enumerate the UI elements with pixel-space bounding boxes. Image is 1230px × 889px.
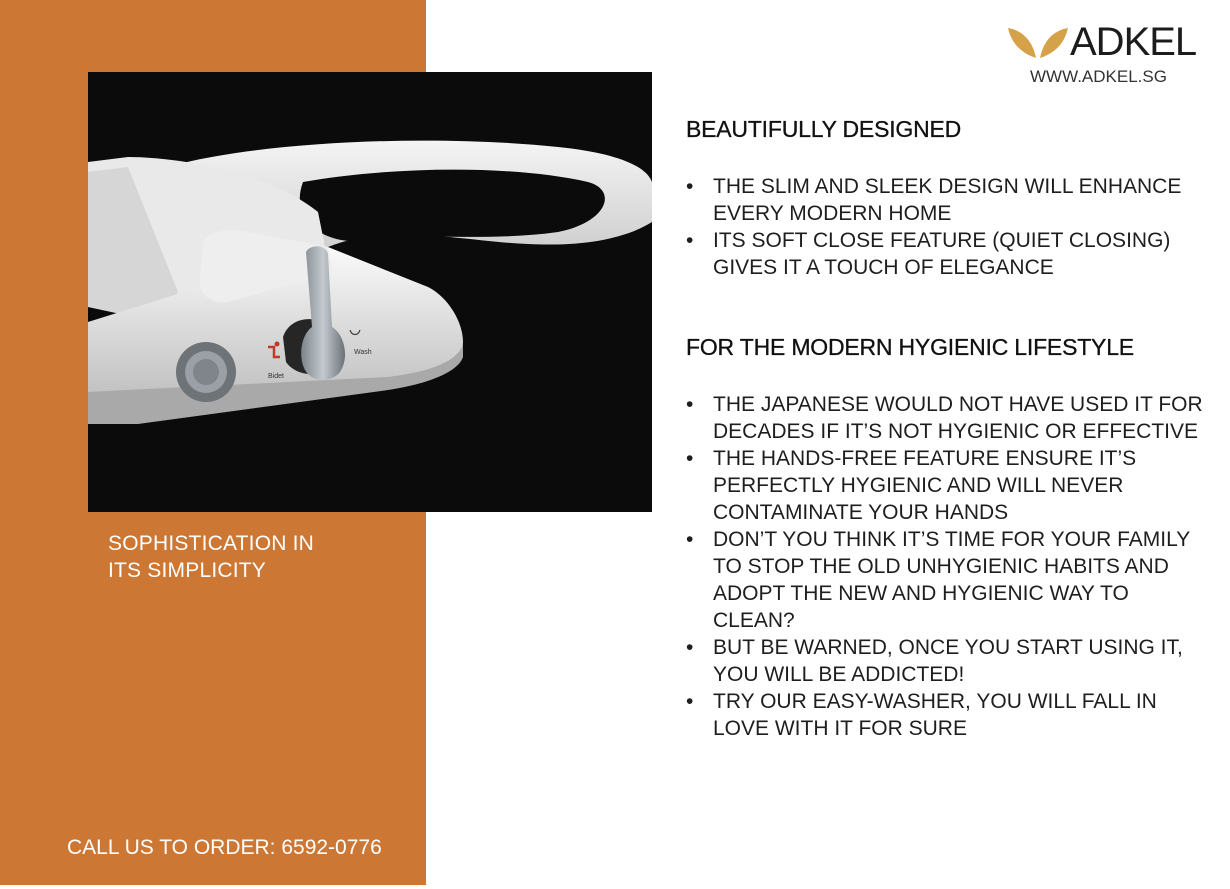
tagline-line-2: ITS SIMPLICITY — [108, 559, 266, 582]
list-item — [686, 173, 1206, 227]
feature-list — [686, 173, 1206, 281]
feature-list — [686, 391, 1206, 742]
bidet-dial-label: Bidet — [268, 373, 284, 380]
list-item — [686, 227, 1206, 281]
bullet-icon: • — [686, 393, 694, 416]
section-beautifully-designed — [686, 116, 1206, 281]
list-item-text: THE JAPANESE WOULD NOT HAVE USED IT FOR DECADES IF IT’S NOT HYGIENIC OR EFFECTIVE — [713, 393, 1203, 443]
list-item — [686, 391, 1206, 445]
product-photo — [88, 72, 652, 512]
brand-url: WWW.ADKEL.SG — [1030, 67, 1167, 86]
section-hygienic-lifestyle — [686, 334, 1206, 742]
list-item-text: DON’T YOU THINK IT’S TIME FOR YOUR FAMILY TO STOP THE OLD UNHYGIENIC HABITS AND ADOPT THE NEW AND HYGIENIC WAY TO CLEAN? — [713, 528, 1190, 632]
order-phone-text: CALL US TO ORDER: 6592-0776 — [67, 836, 382, 859]
section-heading: BEAUTIFULLY DESIGNED — [686, 116, 962, 142]
brand-name: ADKEL — [1070, 20, 1197, 64]
list-item-text: THE SLIM AND SLEEK DESIGN WILL ENHANCE EVERY MODERN HOME — [713, 175, 1182, 225]
bullet-icon: • — [686, 636, 694, 659]
list-item — [686, 526, 1206, 634]
list-item-text: ITS SOFT CLOSE FEATURE (QUIET CLOSING) GIVES IT A TOUCH OF ELEGANCE — [713, 229, 1171, 279]
bidet-seat-illustration — [88, 72, 652, 512]
list-item — [686, 688, 1206, 742]
wash-dial-label: Wash — [354, 349, 372, 356]
list-item — [686, 634, 1206, 688]
bullet-icon: • — [686, 229, 694, 252]
list-item-text: TRY OUR EASY-WASHER, YOU WILL FALL IN LOVE WITH IT FOR SURE — [713, 690, 1157, 740]
feature-content — [686, 116, 1206, 742]
list-item — [686, 445, 1206, 526]
section-heading: FOR THE MODERN HYGIENIC LIFESTYLE — [686, 334, 1134, 360]
bullet-icon: • — [686, 447, 694, 470]
bullet-icon: • — [686, 690, 694, 713]
tagline — [108, 530, 408, 584]
brand-logo — [1006, 20, 1206, 90]
tagline-line-1: SOPHISTICATION IN — [108, 532, 315, 555]
bullet-icon: • — [686, 175, 694, 198]
bullet-icon: • — [686, 528, 694, 551]
list-item-text: BUT BE WARNED, ONCE YOU START USING IT, YOU WILL BE ADDICTED! — [713, 636, 1183, 686]
list-item-text: THE HANDS-FREE FEATURE ENSURE IT’S PERFECTLY HYGIENIC AND WILL NEVER CONTAMINATE YOUR HANDS — [713, 447, 1137, 524]
leaf-logo-icon — [1006, 24, 1070, 64]
